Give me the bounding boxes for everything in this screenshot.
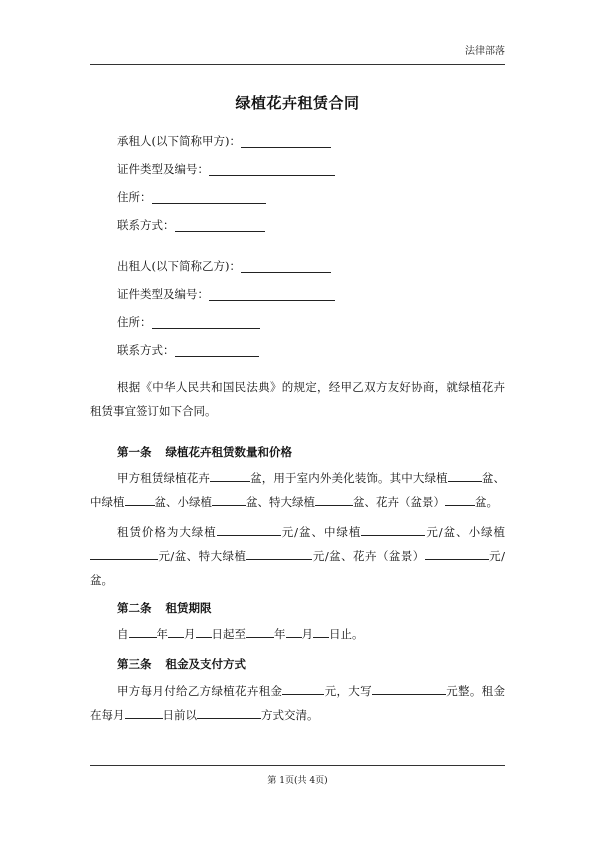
extra-large-pots-blank[interactable] bbox=[315, 492, 353, 506]
payment-method-blank[interactable] bbox=[197, 705, 261, 719]
payment-day-blank[interactable] bbox=[125, 705, 163, 719]
party-b-name-field bbox=[117, 259, 331, 273]
party-a-address-label: 住所： bbox=[117, 190, 152, 204]
start-month-blank[interactable] bbox=[168, 624, 184, 638]
page-title: 绿植花卉租赁合同 bbox=[235, 94, 360, 112]
end-day-blank[interactable] bbox=[313, 624, 329, 638]
article-2-title: 租赁期限 bbox=[165, 601, 212, 615]
end-year-blank[interactable] bbox=[246, 624, 274, 638]
text-segment: 盆，用于室内外美化装饰。其中大绿植 bbox=[250, 471, 448, 485]
text-segment: 元/盆、中绿植 bbox=[280, 525, 362, 539]
medium-price-blank[interactable] bbox=[361, 522, 425, 536]
text-segment: 元整。租金在每月 bbox=[90, 684, 505, 722]
text-segment: 自 bbox=[117, 627, 129, 641]
text-segment: 月 bbox=[301, 627, 313, 641]
text-segment: 日止。 bbox=[329, 627, 364, 641]
text-segment: 年 bbox=[274, 627, 286, 641]
party-a-id-blank[interactable] bbox=[209, 163, 335, 176]
article-3-title: 租金及支付方式 bbox=[165, 657, 246, 671]
party-a-name-blank[interactable] bbox=[241, 135, 331, 148]
text-segment: 盆。 bbox=[475, 495, 498, 509]
article-2-paragraph bbox=[90, 622, 505, 646]
text-segment: 盆、小绿植 bbox=[154, 495, 212, 509]
article-2-number: 第二条 bbox=[117, 601, 152, 615]
party-a-contact-label: 联系方式： bbox=[117, 218, 175, 232]
small-pots-blank[interactable] bbox=[212, 492, 246, 506]
medium-pots-blank[interactable] bbox=[125, 492, 155, 506]
party-b-address-field bbox=[117, 315, 260, 329]
party-b-contact-blank[interactable] bbox=[175, 344, 259, 357]
party-b-id-field bbox=[117, 287, 335, 301]
start-year-blank[interactable] bbox=[129, 624, 157, 638]
party-b-contact-field bbox=[117, 343, 259, 357]
text-segment: 年 bbox=[156, 627, 168, 641]
party-a-name-label: 承租人(以下简称甲方)： bbox=[117, 134, 241, 148]
article-1-number: 第一条 bbox=[117, 445, 152, 459]
text-segment: 盆、特大绿植 bbox=[246, 495, 315, 509]
end-month-blank[interactable] bbox=[286, 624, 302, 638]
party-b-name-label: 出租人(以下简称乙方)： bbox=[117, 259, 241, 273]
party-a-contact-blank[interactable] bbox=[175, 219, 265, 232]
text-segment: 租赁价格为大绿植 bbox=[117, 525, 217, 539]
article-1-title: 绿植花卉租赁数量和价格 bbox=[165, 445, 292, 459]
intro-paragraph: 根据《中华人民共和国民法典》的规定，经甲乙双方友好协商，就绿植花卉租赁事宜签订如下合同。 bbox=[90, 380, 505, 418]
extra-large-price-blank[interactable] bbox=[246, 546, 312, 560]
party-b-name-blank[interactable] bbox=[241, 260, 331, 273]
small-price-blank[interactable] bbox=[90, 546, 158, 560]
text-segment: 日前以 bbox=[162, 708, 197, 722]
party-a-id-label: 证件类型及编号： bbox=[117, 162, 209, 176]
text-segment: 方式交清。 bbox=[261, 708, 319, 722]
text-segment: 元/盆、花卉（盆景） bbox=[312, 549, 425, 563]
rent-in-words-blank[interactable] bbox=[372, 681, 446, 695]
article-3-paragraph bbox=[90, 679, 505, 727]
party-a-contact-field bbox=[117, 218, 265, 232]
footer-divider bbox=[90, 765, 505, 766]
text-segment: 元/盆、小绿植 bbox=[425, 525, 506, 539]
text-segment: 甲方每月付给乙方绿植花卉租金 bbox=[117, 684, 283, 698]
article-3-heading bbox=[117, 656, 260, 672]
text-segment: 元，大写 bbox=[324, 684, 372, 698]
text-segment: 盆、中绿植 bbox=[90, 471, 505, 509]
large-price-blank[interactable] bbox=[217, 522, 281, 536]
article-1-paragraph-1 bbox=[90, 466, 505, 514]
party-b-id-blank[interactable] bbox=[209, 288, 335, 301]
text-segment: 元/盆、特大绿植 bbox=[158, 549, 247, 563]
article-1-heading bbox=[117, 444, 306, 460]
party-a-address-field bbox=[117, 190, 266, 204]
flower-price-blank[interactable] bbox=[425, 546, 489, 560]
party-b-id-label: 证件类型及编号： bbox=[117, 287, 209, 301]
text-segment: 盆、花卉（盆景） bbox=[353, 495, 445, 509]
header-divider bbox=[90, 64, 505, 65]
monthly-rent-blank[interactable] bbox=[282, 681, 324, 695]
party-a-id-field bbox=[117, 162, 335, 176]
article-3-number: 第三条 bbox=[117, 657, 152, 671]
text-segment: 元/盆。 bbox=[90, 549, 506, 587]
party-b-address-blank[interactable] bbox=[152, 316, 260, 329]
text-segment: 月 bbox=[184, 627, 196, 641]
flower-pots-blank[interactable] bbox=[445, 492, 475, 506]
text-segment: 甲方租赁绿植花卉 bbox=[117, 471, 210, 485]
article-1-paragraph-2 bbox=[90, 520, 505, 592]
party-a-address-blank[interactable] bbox=[152, 191, 266, 204]
text-segment: 日起至 bbox=[211, 627, 246, 641]
start-day-blank[interactable] bbox=[196, 624, 212, 638]
party-b-contact-label: 联系方式： bbox=[117, 343, 175, 357]
page-number: 第 1页(共 4页) bbox=[267, 776, 328, 786]
party-b-address-label: 住所： bbox=[117, 315, 152, 329]
total-pots-blank[interactable] bbox=[210, 468, 250, 482]
party-a-name-field bbox=[117, 134, 331, 148]
header-brand: 法律部落 bbox=[465, 46, 505, 57]
article-2-heading bbox=[117, 600, 226, 616]
large-pots-blank[interactable] bbox=[448, 468, 482, 482]
